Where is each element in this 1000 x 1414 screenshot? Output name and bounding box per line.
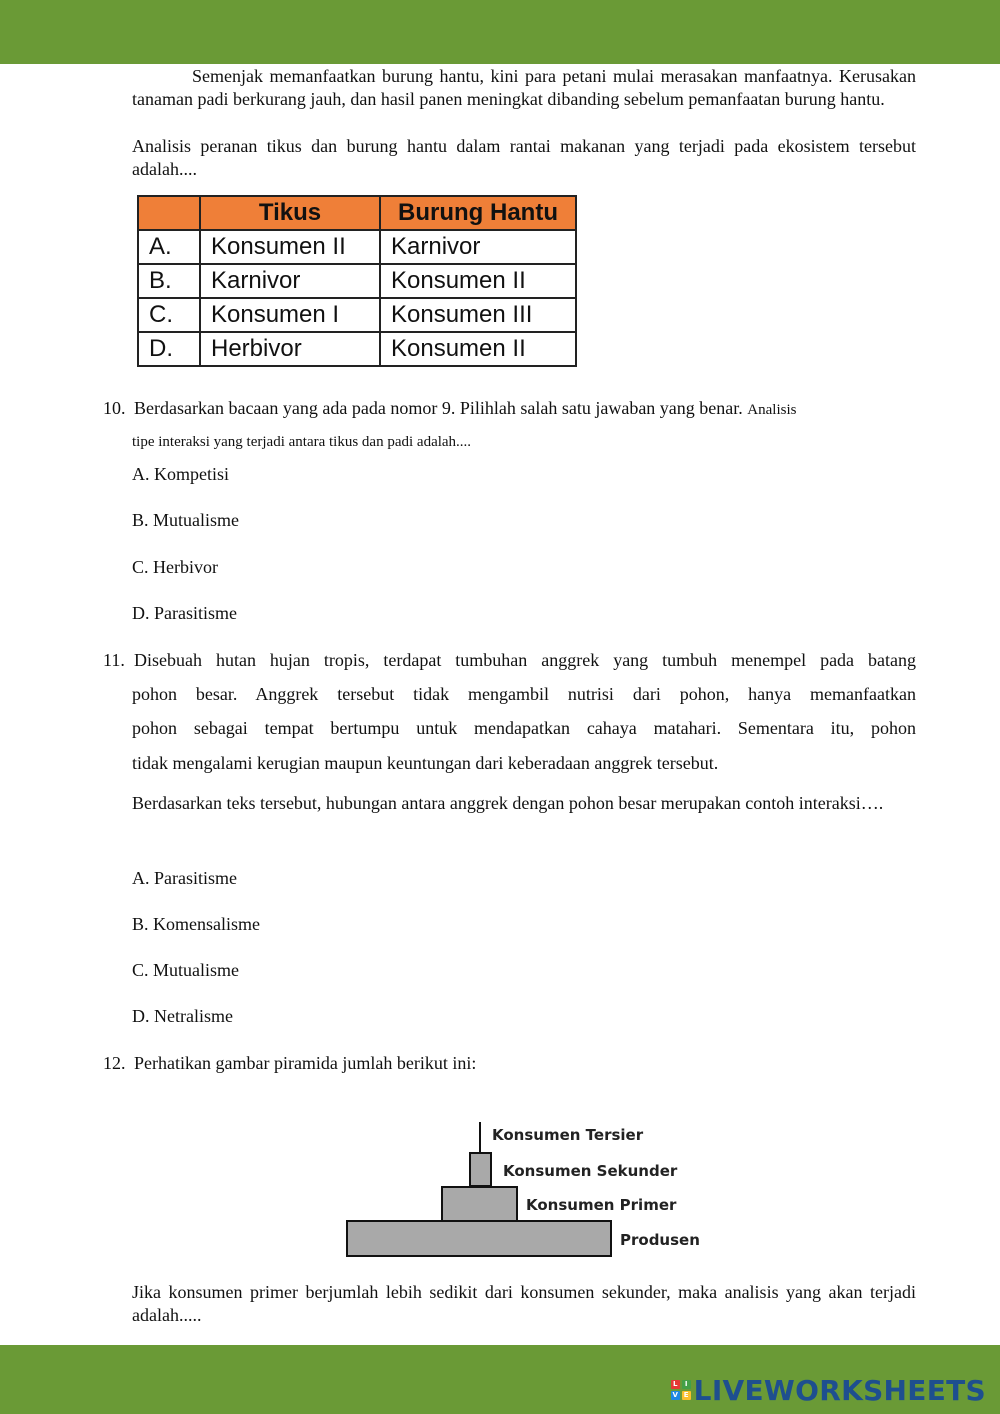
table-row[interactable] — [138, 332, 576, 366]
table-row[interactable] — [138, 230, 576, 264]
q10-text — [134, 397, 919, 422]
label-produsen: Produsen — [620, 1231, 700, 1249]
table-row[interactable] — [138, 298, 576, 332]
table-header-burung-hantu: Burung Hantu — [380, 196, 576, 230]
label-konsumen-sekunder: Konsumen Sekunder — [503, 1162, 678, 1180]
primary-consumer-block — [441, 1186, 518, 1222]
label-konsumen-tersier: Konsumen Tersier — [492, 1126, 644, 1144]
q9-answer-table — [137, 195, 577, 367]
table-header-cell — [138, 196, 200, 230]
q10-small-text: Analisis — [747, 402, 797, 418]
q10-question: tipe interaksi yang terjadi antara tikus dan padi adalah.... — [132, 434, 472, 450]
liveworksheets-logo-icon — [671, 1380, 691, 1400]
liveworksheets-logo[interactable] — [671, 1373, 986, 1407]
brand-text: LIVEWORKSHEETS — [693, 1373, 986, 1407]
label-konsumen-primer: Konsumen Primer — [526, 1196, 677, 1214]
q11-line-3: pohon sebagai tempat bertumpu untuk mendapatkan cahaya matahari. Sementara itu, pohon — [132, 718, 916, 738]
logo-letter: V — [672, 1391, 678, 1399]
q11-option-b[interactable]: B. Komensalisme — [132, 914, 260, 934]
q11-option-c[interactable]: C. Mutualisme — [132, 960, 239, 980]
tertiary-consumer-line — [479, 1122, 481, 1154]
q11-line-4: tidak mengalami kerugian maupun keuntungan dari keberadaan anggrek tersebut. — [132, 753, 719, 773]
option-burung-hantu: Konsumen II — [380, 332, 576, 366]
q12-text: Perhatikan gambar piramida jumlah berikut ini: — [134, 1053, 477, 1073]
q10-option-b[interactable]: B. Mutualisme — [132, 510, 239, 530]
q11-line-1: Disebuah hutan hujan tropis, terdapat tumbuhan anggrek yang tumbuh menempel pada batang — [134, 650, 916, 670]
q12-question: Jika konsumen primer berjumlah lebih sedikit dari konsumen sekunder, maka analisis yang akan terjadi adalah..... — [132, 1282, 916, 1325]
logo-letter: I — [682, 1380, 691, 1389]
option-letter: D. — [138, 332, 200, 366]
option-burung-hantu: Konsumen III — [380, 298, 576, 332]
option-letter: C. — [138, 298, 200, 332]
secondary-consumer-block — [469, 1152, 492, 1187]
q12-number: 12. — [103, 1053, 126, 1073]
q9-question: Analisis peranan tikus dan burung hantu dalam rantai makanan yang terjadi pada ekosistem tersebut adalah.... — [132, 136, 916, 179]
q10-number: 10. — [103, 398, 126, 418]
q10-main-text: Berdasarkan bacaan yang ada pada nomor 9. Pilihlah salah satu jawaban yang benar. — [134, 398, 743, 418]
q10-option-a[interactable]: A. Kompetisi — [132, 464, 229, 484]
q11-question: Berdasarkan teks tersebut, hubungan antara anggrek dengan pohon besar merupakan contoh interaksi…. — [132, 793, 884, 813]
q11-option-a[interactable]: A. Parasitisme — [132, 868, 237, 888]
option-tikus: Herbivor — [200, 332, 380, 366]
table-row[interactable] — [138, 264, 576, 298]
q11-line-2: pohon besar. Anggrek tersebut tidak mengambil nutrisi dari pohon, hanya memanfaatkan — [132, 684, 916, 704]
table-header-tikus: Tikus — [200, 196, 380, 230]
q11-number: 11. — [103, 650, 125, 670]
logo-letter: L — [671, 1380, 680, 1389]
q11-option-d[interactable]: D. Netralisme — [132, 1006, 233, 1026]
logo-letter: E — [682, 1391, 691, 1400]
option-burung-hantu: Konsumen II — [380, 264, 576, 298]
option-tikus: Konsumen II — [200, 230, 380, 264]
q10-option-c[interactable]: C. Herbivor — [132, 557, 218, 577]
option-burung-hantu: Karnivor — [380, 230, 576, 264]
q9-intro: Semenjak memanfaatkan burung hantu, kini para petani mulai merasakan manfaatnya. Kerusakan tanaman padi berkurang jauh, dan hasil panen meningkat dibanding sebelum pemanfaatan burung hantu. — [132, 66, 916, 109]
header-bar — [0, 0, 1000, 64]
option-tikus: Karnivor — [200, 264, 380, 298]
option-letter: A. — [138, 230, 200, 264]
producer-block — [346, 1220, 612, 1257]
table-header-row — [138, 196, 576, 230]
option-letter: B. — [138, 264, 200, 298]
q10-option-d[interactable]: D. Parasitisme — [132, 603, 237, 623]
option-tikus: Konsumen I — [200, 298, 380, 332]
